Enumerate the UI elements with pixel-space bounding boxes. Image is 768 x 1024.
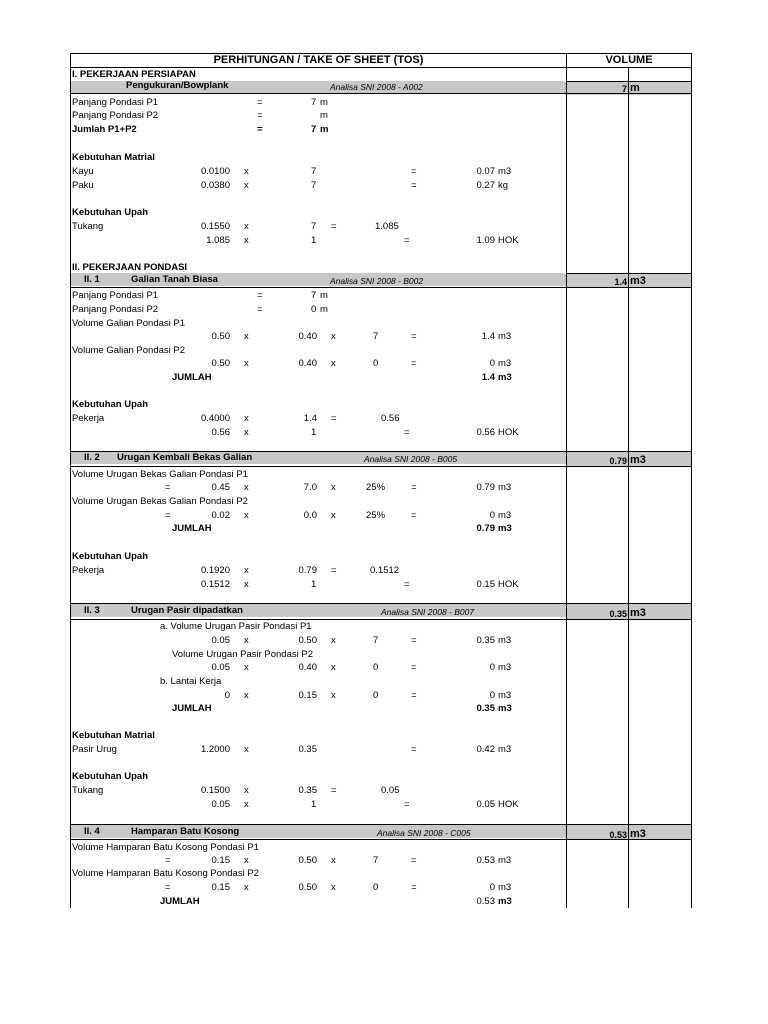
galian-unit: m3 [630,275,646,287]
galian-p2-eq: = [257,304,263,315]
galian-v2-x2: x [331,358,336,369]
urugan-kembali-v2-label: Volume Urugan Bekas Galian Pondasi P2 [72,496,248,507]
p1-unit: m [320,97,328,108]
galian-p1-unit: m [320,290,328,301]
pasir-x: x [244,744,249,755]
kayu-eq: = [411,166,417,177]
pasir-tukang-eq: = [331,785,337,796]
sum-val: 7 [311,124,317,135]
urugan-pasir-a1-x1: x [244,635,249,646]
hamparan-v2-a: 0.15 [211,882,230,893]
urugan-pasir-name: Urugan Pasir dipadatkan [131,605,243,616]
urugan-kembali-v2-a: 0.02 [211,510,230,521]
urugan-kembali-jumlah-res: 0.79 [476,523,495,534]
urugan-kembali-v1-res: 0.79 [476,482,495,493]
hamparan-v1-eq: = [411,855,417,866]
urugan-pasir-jumlah-label: JUMLAH [172,703,212,714]
tukang2-eq: = [404,235,410,246]
galian-pekerja2-res: 0.56 [476,427,495,438]
urugan-kembali-pekerja-label: Pekerja [72,565,105,576]
urugan-pasir-ref: Analisa SNI 2008 - B007 [381,607,475,617]
urugan-pasir-b-label: b. Lantai Kerja [160,676,222,687]
item-pengukuran-volume: 7 [621,84,627,94]
galian-v2-b: 0.40 [298,358,317,369]
urugan-pasir-a2-x1: x [244,662,249,673]
galian-p1-val: 7 [311,290,317,301]
galian-v1-b: 0.40 [298,331,317,342]
hamparan-v2-label: Volume Hamparan Batu Kosong Pondasi P2 [72,868,259,879]
volume-column-header: VOLUME [605,54,653,66]
item-pengukuran-ref: Analisa SNI 2008 - A002 [330,82,423,92]
hamparan-v1-x2: x [331,855,336,866]
hamparan-v1-pre: = [165,855,171,866]
urugan-kembali-v1-x2: x [331,482,336,493]
urugan-pasir-a1-res: 0.35 [476,635,495,646]
pasir-tukang2-res: 0.05 [476,799,495,810]
pasir-tukang2-unit: HOK [498,799,519,810]
p2-unit: m [320,110,328,121]
tukang-res: 1.085 [375,221,399,232]
urugan-kembali-pekerja2-a: 0.1512 [200,579,230,590]
hamparan-v2-unit: m3 [498,882,512,893]
kayu-qty: 7 [311,166,317,177]
hamparan-volume: 0.53 [609,830,627,840]
galian-pekerja2-b: 1 [311,427,317,438]
urugan-kembali-v2-eq: = [411,510,417,521]
urugan-pasir-a2-b: 0.40 [298,662,317,673]
galian-v2-res: 0 [489,358,495,369]
tukang2-res: 1.09 [476,235,495,246]
hamparan-name: Hamparan Batu Kosong [131,826,240,837]
galian-v1-unit: m3 [498,331,512,342]
urugan-kembali-v2-c: 25% [366,510,386,521]
tukang2-x: x [244,235,249,246]
pasir-tukang-x: x [244,785,249,796]
hamparan-unit: m3 [630,828,646,840]
urugan-kembali-pekerja2-eq: = [404,579,410,590]
tukang2-b: 1 [311,235,317,246]
mat-title-persiapan: Kebutuhan Matrial [72,152,155,163]
urugan-kembali-v2-x2: x [331,510,336,521]
galian-v1-c: 7 [373,331,379,342]
urugan-pasir-b1-b: 0.15 [298,690,317,701]
urugan-kembali-name: Urugan Kembali Bekas Galian [117,452,253,463]
galian-v1-a: 0.50 [211,331,230,342]
tukang-coef: 0.1550 [200,221,230,232]
paku-eq: = [411,180,417,191]
pasir-unit: m3 [498,744,512,755]
separator-table-volume [566,53,567,908]
hamparan-jumlah-res: 0.53 [476,896,495,907]
galian-pekerja-eq: = [331,413,337,424]
pasir-tukang-coef: 0.1500 [200,785,230,796]
p1-val: 7 [311,97,317,108]
galian-volume: 1.4 [614,277,627,287]
paku-res: 0.27 [476,180,495,191]
urugan-pasir-b1-eq: = [411,690,417,701]
urugan-pasir-mat-title: Kebutuhan Matrial [72,730,155,741]
rule-1 [567,81,691,82]
urugan-kembali-v1-label: Volume Urugan Bekas Galian Pondasi P1 [72,469,248,480]
urugan-pasir-a1-eq: = [411,635,417,646]
urugan-kembali-no: II. 2 [84,452,100,463]
galian-p2-unit: m [320,304,328,315]
pasir-eq: = [411,744,417,755]
kayu-unit: m3 [498,166,512,177]
upah-title-persiapan: Kebutuhan Upah [72,207,148,218]
urugan-pasir-a1-c: 7 [373,635,379,646]
galian-v2-c: 0 [373,358,379,369]
urugan-pasir-b1-unit: m3 [498,690,512,701]
urugan-pasir-a2-eq: = [411,662,417,673]
galian-pekerja2-x: x [244,427,249,438]
urugan-kembali-v1-unit: m3 [498,482,512,493]
tukang2-a: 1.085 [206,235,230,246]
galian-pekerja-coef: 0.4000 [200,413,230,424]
pasir-tukang-label: Tukang [72,785,104,796]
urugan-kembali-pekerja-eq: = [331,565,337,576]
hamparan-v2-res: 0 [489,882,495,893]
urugan-kembali-pekerja-res: 0.1512 [370,565,400,576]
galian-v1-label: Volume Galian Pondasi P1 [72,318,186,329]
urugan-kembali-v2-res: 0 [489,510,495,521]
urugan-pasir-volume: 0.35 [609,609,627,619]
urugan-kembali-v2-pre: = [165,510,171,521]
hamparan-v2-x1: x [244,882,249,893]
urugan-kembali-pekerja2-unit: HOK [498,579,519,590]
galian-v2-x1: x [244,358,249,369]
pasir-tukang2-eq: = [404,799,410,810]
galian-v2-label: Volume Galian Pondasi P2 [72,345,186,356]
galian-pekerja-res: 0.56 [381,413,400,424]
galian-pekerja-x: x [244,413,249,424]
galian-jumlah-res: 1.4 [481,372,495,383]
urugan-kembali-v1-b: 7.0 [303,482,317,493]
tukang-qty: 7 [311,221,317,232]
rule-9 [71,824,691,825]
urugan-kembali-jumlah-label: JUMLAH [172,523,212,534]
p2-label: Panjang Pondasi P2 [72,110,159,121]
urugan-kembali-v1-x1: x [244,482,249,493]
hamparan-v1-x1: x [244,855,249,866]
galian-v1-x1: x [244,331,249,342]
p1-label: Panjang Pondasi P1 [72,97,159,108]
pasir-tukang-qty: 0.35 [298,785,317,796]
urugan-kembali-unit: m3 [630,454,646,466]
galian-v2-unit: m3 [498,358,512,369]
pasir-tukang2-x: x [244,799,249,810]
urugan-pasir-a2-x2: x [331,662,336,673]
urugan-pasir-b1-x2: x [331,690,336,701]
urugan-pasir-a-label: a. Volume Urugan Pasir Pondasi P1 [160,621,312,632]
pasir-tukang-res: 0.05 [381,785,400,796]
tukang2-unit: HOK [498,235,519,246]
urugan-pasir-jumlah-res: 0.35 [476,703,495,714]
hamparan-v1-label: Volume Hamparan Batu Kosong Pondasi P1 [72,842,259,853]
urugan-pasir-a2-a: 0.05 [211,662,230,673]
urugan-kembali-v2-x1: x [244,510,249,521]
tukang-eq: = [331,221,337,232]
urugan-kembali-pekerja2-res: 0.15 [476,579,495,590]
urugan-kembali-v2-b: 0.0 [303,510,317,521]
urugan-pasir-a2-unit: m3 [498,662,512,673]
kayu-coef: 0.0100 [200,166,230,177]
urugan-pasir-jumlah-unit: m3 [498,703,512,714]
hamparan-v2-eq: = [411,882,417,893]
galian-v2-eq: = [411,358,417,369]
galian-jumlah-label: JUMLAH [172,372,212,383]
kayu-label: Kayu [72,166,94,177]
galian-no: II. 1 [84,274,100,285]
pasir-tukang2-b: 1 [311,799,317,810]
galian-p1-eq: = [257,290,263,301]
urugan-kembali-volume: 0.79 [609,456,627,466]
urugan-pasir-a2-label: Volume Urugan Pasir Pondasi P2 [172,649,313,660]
urugan-pasir-b1-x1: x [244,690,249,701]
urugan-kembali-upah-title: Kebutuhan Upah [72,551,148,562]
urugan-kembali-pekerja2-x: x [244,579,249,590]
galian-ref: Analisa SNI 2008 - B002 [330,276,424,286]
rule-3 [567,273,691,274]
urugan-pasir-unit: m3 [630,607,646,619]
galian-p2-label: Panjang Pondasi P2 [72,304,159,315]
galian-p2-val: 0 [311,304,317,315]
sum-label: Jumlah P1+P2 [72,124,137,135]
right-border [691,53,692,908]
galian-pekerja-qty: 1.4 [303,413,317,424]
hamparan-v1-c: 7 [373,855,379,866]
galian-v2-a: 0.50 [211,358,230,369]
hamparan-jumlah-label: JUMLAH [160,896,200,907]
galian-name: Galian Tanah Biasa [131,274,218,285]
tukang-x: x [244,221,249,232]
urugan-kembali-jumlah-unit: m3 [498,523,512,534]
hamparan-v1-res: 0.53 [476,855,495,866]
section-pondasi-title: II. PEKERJAAN PONDASI [72,262,188,273]
urugan-kembali-pekerja-coef: 0.1920 [200,565,230,576]
urugan-pasir-a2-c: 0 [373,662,379,673]
hamparan-v2-c: 0 [373,882,379,893]
hamparan-v2-x2: x [331,882,336,893]
galian-pekerja2-eq: = [404,427,410,438]
urugan-pasir-a1-unit: m3 [498,635,512,646]
urugan-kembali-v1-pre: = [165,482,171,493]
hamparan-no: II. 4 [84,826,100,837]
volume-unit-separator [628,68,629,908]
pasir-coef: 1.2000 [200,744,230,755]
urugan-kembali-pekerja-qty: 0.79 [298,565,317,576]
paku-unit: kg [498,180,509,191]
galian-jumlah-unit: m3 [498,372,512,383]
urugan-pasir-a2-res: 0 [489,662,495,673]
sheet-title: PERHITUNGAN / TAKE OF SHEET (TOS) [213,54,424,66]
urugan-kembali-v1-a: 0.45 [211,482,230,493]
urugan-kembali-pekerja-x: x [244,565,249,576]
tukang-label: Tukang [72,221,104,232]
pasir-qty: 0.35 [298,744,317,755]
pasir-tukang2-a: 0.05 [211,799,230,810]
left-border [70,53,71,908]
hamparan-v1-b: 0.50 [298,855,317,866]
galian-p1-label: Panjang Pondasi P1 [72,290,159,301]
section-persiapan-title: I. PEKERJAAN PERSIAPAN [72,69,196,80]
rule-7 [71,603,691,604]
paku-x: x [244,180,249,191]
kayu-x: x [244,166,249,177]
urugan-pasir-b1-a: 0 [224,690,230,701]
urugan-pasir-a1-a: 0.05 [211,635,230,646]
pasir-res: 0.42 [476,744,495,755]
paku-coef: 0.0380 [200,180,230,191]
galian-v1-res: 1.4 [481,331,495,342]
urugan-kembali-v1-c: 25% [366,482,386,493]
urugan-pasir-upah-title: Kebutuhan Upah [72,771,148,782]
urugan-kembali-v1-eq: = [411,482,417,493]
urugan-pasir-a1-x2: x [331,635,336,646]
item-pengukuran-unit: m [630,82,640,94]
pasir-label: Pasir Urug [72,744,117,755]
urugan-pasir-b1-res: 0 [489,690,495,701]
urugan-pasir-a1-b: 0.50 [298,635,317,646]
hamparan-v1-unit: m3 [498,855,512,866]
paku-label: Paku [72,180,94,191]
galian-v1-eq: = [411,331,417,342]
sum-unit: m [320,124,329,135]
hamparan-v1-a: 0.15 [211,855,230,866]
urugan-kembali-ref: Analisa SNI 2008 - B005 [364,454,458,464]
urugan-pasir-b1-c: 0 [373,690,379,701]
p1-eq: = [257,97,263,108]
kayu-res: 0.07 [476,166,495,177]
p2-eq: = [257,110,263,121]
galian-v1-x2: x [331,331,336,342]
urugan-pasir-no: II. 3 [84,605,100,616]
header-bottom-border [70,67,692,68]
galian-upah-title: Kebutuhan Upah [72,399,148,410]
hamparan-v2-pre: = [165,882,171,893]
urugan-kembali-pekerja2-b: 1 [311,579,317,590]
urugan-kembali-v2-unit: m3 [498,510,512,521]
galian-pekerja-label: Pekerja [72,413,105,424]
paku-qty: 7 [311,180,317,191]
hamparan-ref: Analisa SNI 2008 - C005 [377,828,471,838]
item-pengukuran-name: Pengukuran/Bowplank [126,80,229,91]
galian-pekerja2-unit: HOK [498,427,519,438]
hamparan-v2-b: 0.50 [298,882,317,893]
sum-eq: = [257,124,263,135]
galian-pekerja2-a: 0.56 [211,427,230,438]
hamparan-jumlah-unit: m3 [498,896,512,907]
